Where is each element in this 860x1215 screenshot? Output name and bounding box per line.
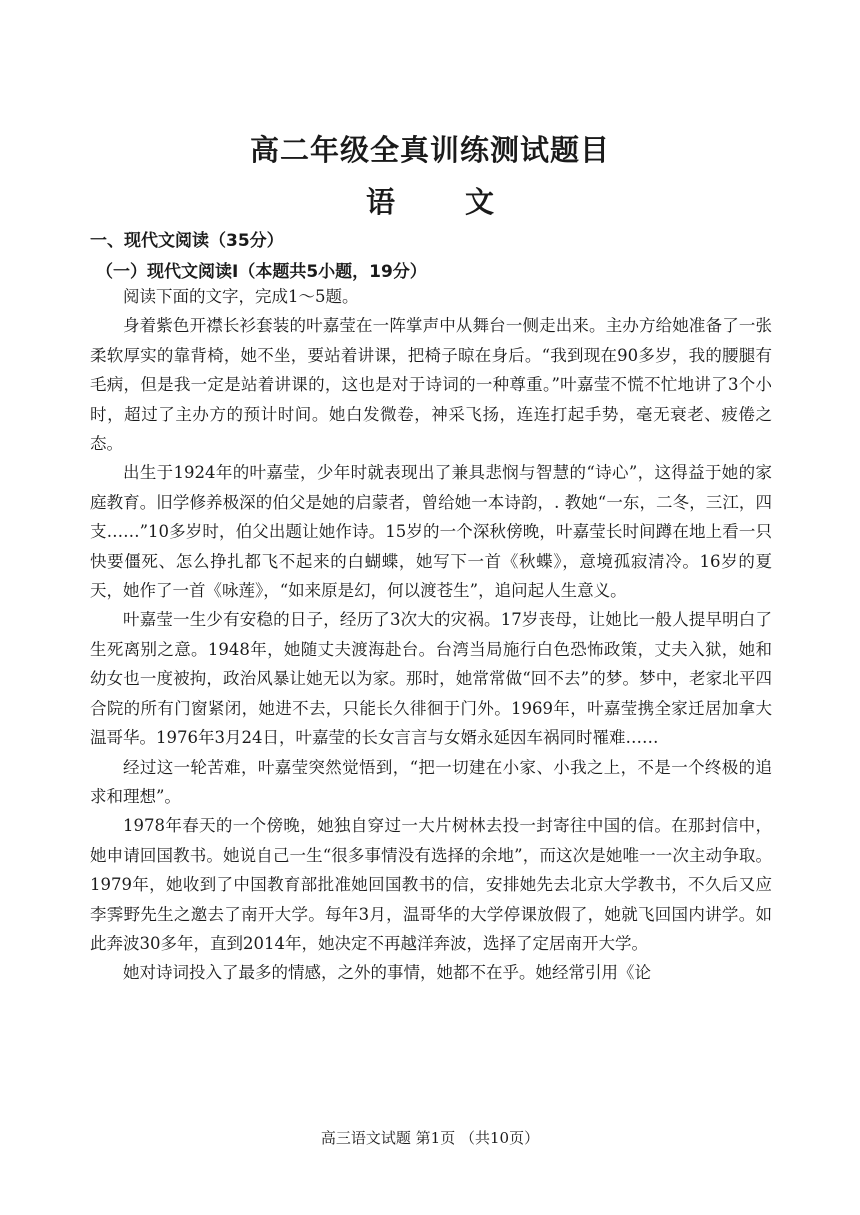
exam-title: 高二年级全真训练测试题目 bbox=[249, 133, 610, 167]
reading-passage bbox=[90, 282, 772, 988]
passage-paragraph: 经过这一轮苦难，叶嘉莹突然觉悟到，“把一切建在小家、小我之上，不是一个终极的追求和理想”。 bbox=[90, 757, 772, 806]
subject-title: 语 文 bbox=[365, 185, 525, 219]
passage-paragraph: 身着紫色开襟长衫套装的叶嘉莹在一阵掌声中从舞台一侧走出来。主办方给她准备了一张柔软厚实的靠背椅，她不坐，要站着讲课，把椅子晾在身后。“我到现在90多岁，我的腰腿有毛病，但是我一定是站着讲课的，这也是对于诗词的一种尊重。”叶嘉莹不慌不忙地讲了3个小时，超过了主办方的预计时间。她白发微卷，神采飞扬，连连打起手势，毫无衰老、疲倦之态。 bbox=[90, 316, 772, 454]
subsection-heading: （一）现代文阅读Ⅰ（本题共5小题，19分） bbox=[96, 262, 427, 282]
passage-paragraph: 出生于1924年的叶嘉莹，少年时就表现出了兼具悲悯与智慧的“诗心”，这得益于她的家庭教育。旧学修养极深的伯父是她的启蒙者，曾给她一本诗韵，. 教她“一东，二冬，三江，四支……”10多岁时，伯父出题让她作诗。15岁的一个深秋傍晚，叶嘉莹长时间蹲在地上看一只快要僵死、怎么挣扎都飞不起来的白蝴蝶，她写下一首《秋蝶》，意境孤寂清冷。16岁的夏天，她作了一首《咏莲》，“如来原是幻，何以渡苍生”，追问起人生意义。 bbox=[90, 463, 772, 601]
page-footer: 高三语文试题 第1页 （共10页） bbox=[320, 1129, 540, 1147]
instruction-text: 阅读下面的文字，完成1～5题。 bbox=[123, 287, 359, 306]
passage-paragraph: 1978年春天的一个傍晚，她独自穿过一大片树林去投一封寄往中国的信。在那封信中，她申请回国教书。她说自己一生“很多事情没有选择的余地”，而这次是她唯一一次主动争取。1979年，她收到了中国教育部批准她回国教书的信，安排她先去北京大学教书，不久后又应李霁野先生之邀去了南开大学。每年3月，温哥华的大学停课放假了，她就飞回国内讲学。如此奔波30多年，直到2014年，她决定不再越洋奔波，选择了定居南开大学。 bbox=[90, 816, 772, 953]
passage-paragraph: 她对诗词投入了最多的情感，之外的事情，她都不在乎。她经常引用《论 bbox=[123, 963, 651, 983]
passage-paragraph: 叶嘉莹一生少有安稳的日子，经历了3次大的灾祸。17岁丧母，让她比一般人提早明白了生死离别之意。1948年，她随丈夫渡海赴台。台湾当局施行白色恐怖政策，丈夫入狱，她和幼女也一度被拘，政治风暴让她无以为家。那时，她常常做“回不去”的梦。梦中，老家北平四合院的所有门窗紧闭，她进不去，只能长久徘徊于门外。1969年，叶嘉莹携全家迁居加拿大温哥华。1976年3月24日，叶嘉莹的长女言言与女婿永延因车祸同时罹难…… bbox=[90, 610, 772, 748]
section-heading: 一、现代文阅读（35分） bbox=[90, 231, 284, 251]
